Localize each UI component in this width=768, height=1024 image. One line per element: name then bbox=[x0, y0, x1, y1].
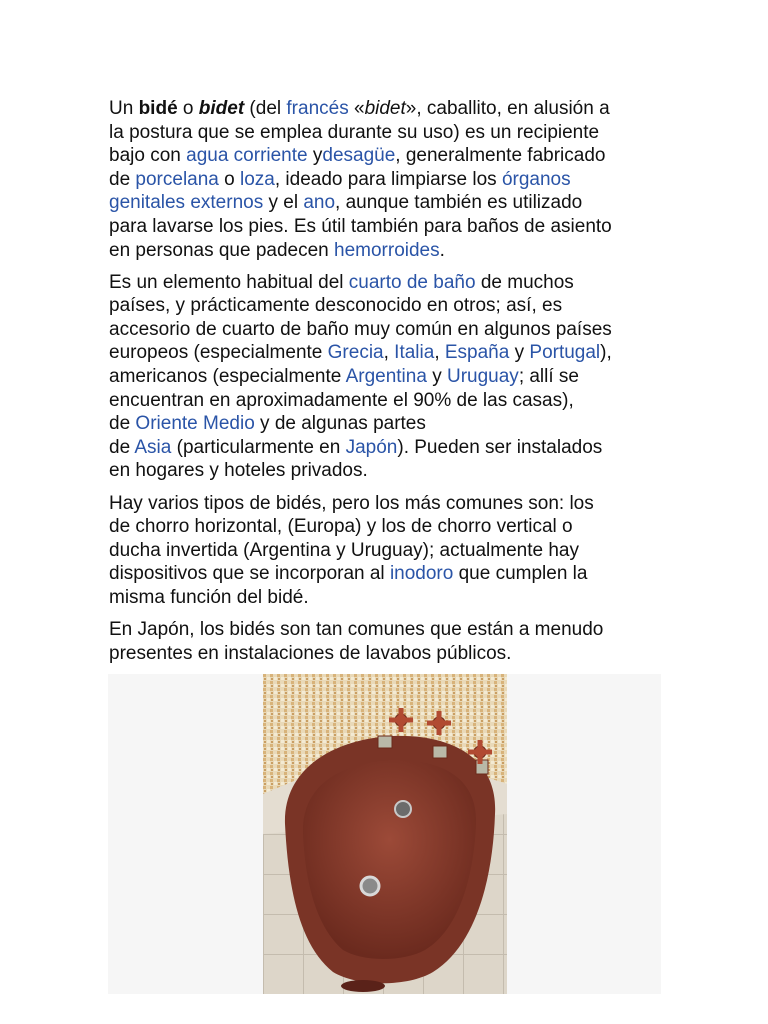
text-run: dispositivos que se incorporan al bbox=[109, 563, 390, 585]
link-uruguay[interactable]: Uruguay bbox=[446, 366, 519, 388]
link-asia[interactable]: Asia bbox=[134, 436, 172, 458]
text-run: », caballito, en alusión a bbox=[405, 98, 610, 119]
link-inodoro[interactable]: inodoro bbox=[389, 563, 454, 585]
link-agua-corriente[interactable]: agua corriente bbox=[186, 145, 308, 167]
text-line bbox=[109, 144, 664, 168]
link-italia[interactable]: Italia bbox=[394, 342, 435, 364]
link-genitales-externos[interactable]: genitales externos bbox=[109, 192, 264, 214]
text-run: americanos (especialmente bbox=[109, 366, 346, 388]
text-run: « bbox=[348, 98, 365, 119]
text-line: accesorio de cuarto de baño muy común en algunos países bbox=[109, 318, 612, 340]
text-run: . bbox=[439, 239, 445, 261]
text-line: encuentran en aproximadamente el 90% de las casas), bbox=[109, 389, 574, 411]
text-line: presentes en instalaciones de lavabos públicos. bbox=[109, 642, 512, 664]
link-portugal[interactable]: Portugal bbox=[529, 342, 601, 364]
link-cuarto-de-bano[interactable]: cuarto de baño bbox=[348, 271, 476, 293]
bidet-photo bbox=[263, 674, 507, 994]
text-run: , bbox=[434, 342, 445, 364]
text-run: y bbox=[426, 366, 447, 388]
text-line: En Japón, los bidés son tan comunes que están a menudo bbox=[109, 618, 604, 640]
text-line: en hogares y hoteles privados. bbox=[109, 460, 368, 482]
paragraph-japan bbox=[109, 618, 664, 665]
text-line: países, y prácticamente desconocido en otros; así, es bbox=[109, 295, 563, 317]
text-line bbox=[109, 271, 664, 295]
text-line bbox=[109, 191, 664, 215]
text-line bbox=[109, 562, 664, 586]
text-run: bajo con bbox=[109, 145, 187, 167]
text-run: Es un elemento habitual del bbox=[109, 271, 349, 293]
bidet-figure bbox=[108, 674, 661, 994]
link-japon[interactable]: Japón bbox=[345, 436, 398, 458]
text-run: o bbox=[218, 168, 240, 190]
text-line: ducha invertida (Argentina y Uruguay); actualmente hay bbox=[109, 539, 579, 561]
text-run: , aunque también es utilizado bbox=[335, 192, 583, 214]
link-oriente-medio[interactable]: Oriente Medio bbox=[135, 413, 255, 435]
text-line bbox=[109, 239, 664, 263]
paragraph-types bbox=[109, 492, 664, 610]
link-loza[interactable]: loza bbox=[240, 168, 275, 190]
paragraph-usage bbox=[109, 271, 664, 483]
text-run: de bbox=[109, 413, 136, 435]
link-organos[interactable]: órganos bbox=[501, 168, 571, 190]
link-espana[interactable]: España bbox=[444, 342, 510, 364]
text-line bbox=[109, 97, 664, 121]
link-hemorroides[interactable]: hemorroides bbox=[334, 239, 440, 261]
text-run: , generalmente fabricado bbox=[395, 145, 606, 167]
link-frances[interactable]: francés bbox=[286, 98, 349, 119]
text-line: misma función del bidé. bbox=[109, 586, 309, 608]
text-run: (particularmente en bbox=[171, 436, 346, 458]
text-run: y bbox=[307, 145, 323, 167]
link-grecia[interactable]: Grecia bbox=[327, 342, 384, 364]
text-run: y bbox=[509, 342, 530, 364]
link-ano[interactable]: ano bbox=[303, 192, 336, 214]
text-line bbox=[109, 412, 664, 436]
text-line: para lavarse los pies. Es útil también para baños de asiento bbox=[109, 215, 612, 237]
text-line bbox=[109, 365, 664, 389]
text-line: de chorro horizontal, (Europa) y los de chorro vertical o bbox=[109, 516, 573, 538]
text-run: , bbox=[383, 342, 395, 364]
text-run: en personas que padecen bbox=[109, 239, 335, 261]
text-run: o bbox=[177, 98, 199, 119]
paragraph-intro bbox=[109, 97, 664, 262]
text-run: y el bbox=[263, 192, 304, 214]
text-line bbox=[109, 436, 664, 460]
text-run: de muchos bbox=[475, 271, 574, 293]
text-run: de bbox=[109, 436, 135, 458]
text-run: de bbox=[109, 168, 136, 190]
text-line: la postura que se emplea durante su uso) es un recipiente bbox=[109, 121, 600, 143]
text-line: Hay varios tipos de bidés, pero los más comunes son: los bbox=[109, 492, 594, 514]
link-porcelana[interactable]: porcelana bbox=[135, 168, 219, 190]
text-run: (del bbox=[244, 98, 287, 119]
term-bidet-fr: bidet bbox=[364, 98, 406, 119]
article-body bbox=[109, 97, 664, 674]
link-argentina[interactable]: Argentina bbox=[345, 366, 427, 388]
term-bidet: bidet bbox=[198, 98, 245, 119]
text-run: ; allí se bbox=[518, 366, 580, 388]
text-line bbox=[109, 341, 664, 365]
text-run: Un bbox=[109, 98, 139, 119]
term-bide: bidé bbox=[138, 98, 178, 119]
text-run: ), bbox=[600, 342, 612, 364]
text-run: ). Pueden ser instalados bbox=[397, 436, 603, 458]
text-run: , ideado para limpiarse los bbox=[274, 168, 502, 190]
text-run: y de algunas partes bbox=[254, 413, 426, 435]
text-line bbox=[109, 168, 664, 192]
text-run: europeos (especialmente bbox=[109, 342, 328, 364]
text-run: que cumplen la bbox=[453, 563, 588, 585]
link-desague[interactable]: desagüe bbox=[322, 145, 396, 167]
